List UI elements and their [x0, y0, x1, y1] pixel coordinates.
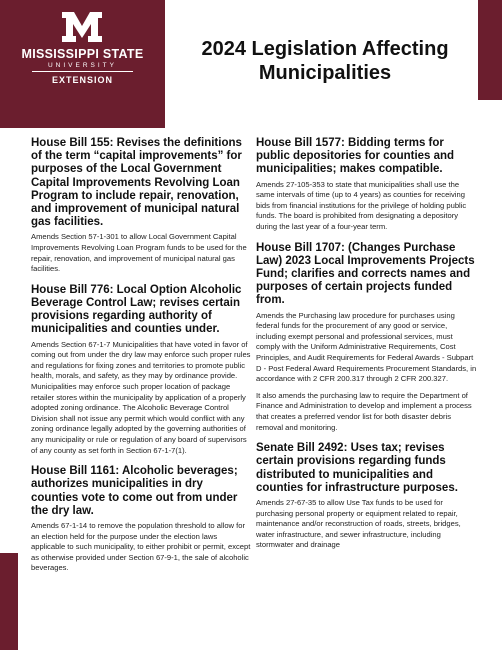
corner-accent-block — [478, 0, 502, 100]
extension-label: EXTENSION — [51, 75, 113, 85]
bill-heading: House Bill 1577: Bidding terms for public depositories for counties and municipalities; makes compatible. — [256, 137, 455, 176]
left-column — [31, 137, 253, 583]
bill-heading: House Bill 155: Revises the definitions of the term “capital improvements” for purposes of the Local Government Capital Improvements Revolving Loan Program to include repair, renovation, and improvement of municipal natural gas facilities. — [31, 137, 242, 229]
bill-section-sb2492 — [256, 442, 478, 551]
bill-summary: Amends 67-1-14 to remove the population threshold to allow for an election held for the purpose under the election laws applicable to such municipality, to either prohibit or permit, except as otherwise provided under Section 67-9-1, the sale of alcoholic beverages. — [31, 520, 251, 573]
bill-heading: House Bill 1707: (Changes Purchase Law) 2023 Local Improvements Projects Fund; clarifies and corrects names and purposes of certain projects funded from. — [256, 241, 475, 307]
bill-summary: Amends Section 57-1-301 to allow Local Government Capital Improvements Revolving Loan Program funds to be used for the repair, renovation, and improvement of municipal natural gas facilities. — [31, 232, 247, 274]
bill-heading: House Bill 1161: Alcoholic beverages; authorizes municipalities in dry counties vote to come out from under the dry law. — [31, 465, 238, 517]
bill-summary: Amends the Purchasing law procedure for purchases using federal funds for the procurement of any good or service, including exempt personal and professional services, must comply with the Uniform Administrative Requirements, Cost Principles, and Audit Requirements for Federal Awards - Subpart D - Post Federal Award Requirements Procurement Standards, in accordance with 2 CFR 200.317 through 2 CFR 200.327. — [256, 310, 477, 384]
bill-summary: Amends 27-67-35 to allow Use Tax funds to be used for purchasing personal property or equipment related to repair, maintenance and/or reconstruction of roads, streets, bridges, water infrastructure, and sewer infrastructure, including stormwater and drainage — [256, 497, 461, 550]
bill-section-hb1707 — [256, 242, 478, 434]
msu-m-state-logo-icon — [60, 10, 104, 44]
bottom-accent-bar — [0, 553, 18, 650]
bill-section-hb1577 — [256, 137, 478, 233]
bill-summary: Amends Section 67-1-7 Municipalities that have voted in favor of coming out from under the dry law may enforce such proper rules and regulations for fixing zones and territories to promote public health, morals, and safety, as they may by ordinance provide. Municipalities may enforce such proper location of package retailer stores within the municipality by application of a properly adopted zoning ordinance. The Alcoholic Beverage Control Division shall not issue any permit which would conflict with any zoning ordinance legally adopted by the governing authorities of any municipality or rule or regulation of any board of supervisors of any county as set forth in Section 67-1-7(1). — [31, 339, 251, 455]
page-title-line-1: 2024 Legislation Affecting — [201, 38, 449, 60]
right-column — [256, 137, 478, 560]
extension-logo-block — [0, 0, 165, 128]
bill-section-hb155 — [31, 137, 253, 275]
bill-summary: Amends 27-105-353 to state that municipalities shall use the same intervals of time (up to 4 years) as counties for receiving bids from financial institutions for the privilege of holding public funds. The board is prohibited from designating a depository during the last year of a four-year term. — [256, 179, 467, 231]
logo-divider — [32, 71, 133, 72]
bill-section-hb1161 — [31, 465, 253, 574]
bill-section-hb776 — [31, 284, 253, 456]
university-word: UNIVERSITY — [47, 62, 117, 69]
page-title-line-2: Municipalities — [258, 62, 392, 84]
bill-heading: House Bill 776: Local Option Alcoholic Beverage Control Law; revises certain provisions regarding authority of municipalities and counties under. — [31, 283, 242, 336]
page-title — [180, 37, 470, 85]
bill-heading: Senate Bill 2492: Uses tax; revises certain provisions regarding funds distributed to municipalities and counties for infrastructure purposes. — [256, 442, 458, 494]
bill-summary: It also amends the purchasing law to require the Department of Finance and Administration to develop and implement a process that creates a preferred vendor list for both disaster debris removal and monitoring. — [256, 390, 472, 432]
university-name: MISSISSIPPI STATE — [21, 47, 144, 61]
